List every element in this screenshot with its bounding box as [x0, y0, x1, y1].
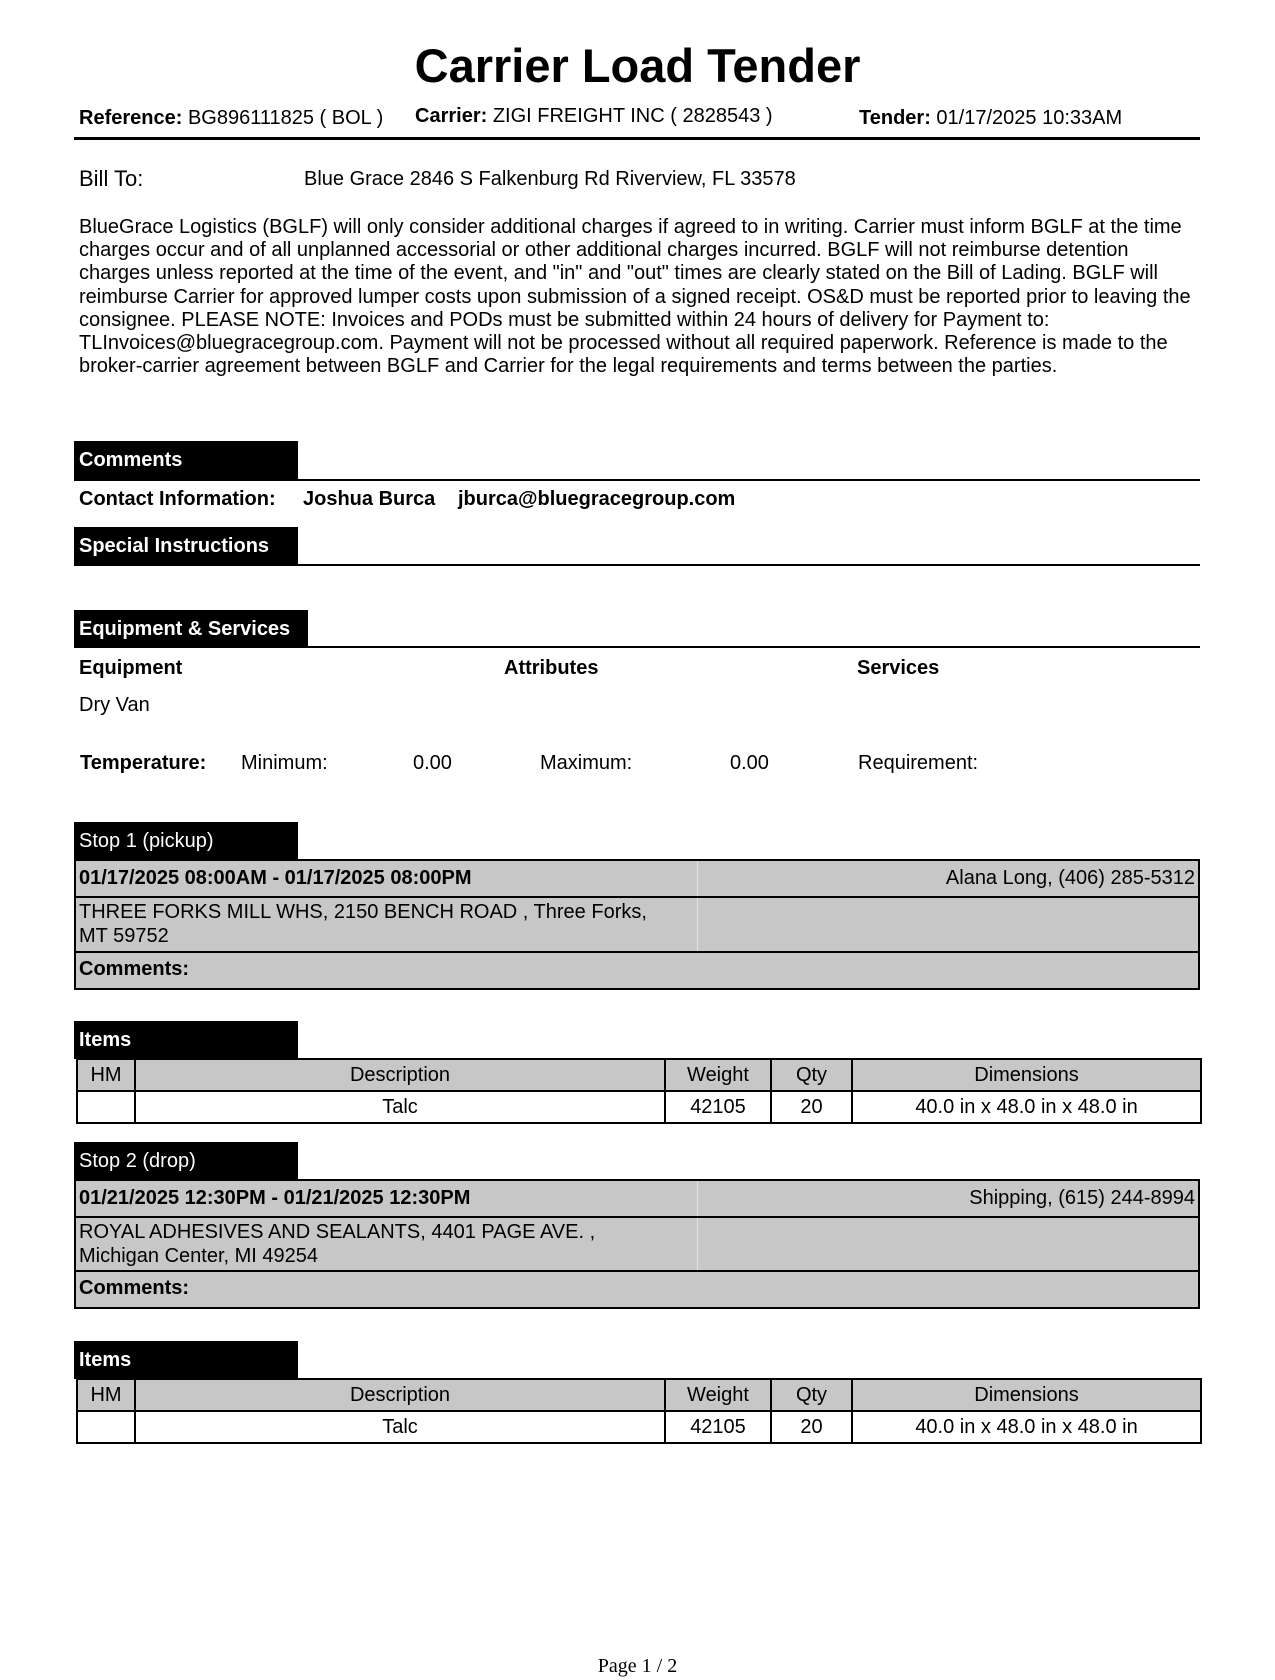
tender-value: 01/17/2025 10:33AM [936, 107, 1123, 129]
weight-column-header: Weight [665, 1379, 771, 1411]
maximum-value: 0.00 [730, 752, 769, 774]
item-dimensions: 40.0 in x 48.0 in x 48.0 in [852, 1411, 1201, 1443]
dimensions-column-header: Dimensions [852, 1379, 1201, 1411]
stop-1-window-row [76, 861, 1198, 898]
stop-2-contact: Shipping, (615) 244-8994 [969, 1187, 1195, 1209]
reference-field [79, 106, 383, 130]
stop-1-items-table [76, 1058, 1202, 1124]
stop-2-items-heading: Items [74, 1341, 298, 1379]
page-number: Page 1 / 2 [597, 1655, 678, 1677]
contact-label: Contact Information: [79, 488, 276, 510]
equipment-column-header: Equipment [79, 657, 183, 679]
reference-value: BG896111825 ( BOL ) [187, 107, 384, 129]
contact-email: jburca@bluegracegroup.com [458, 488, 736, 510]
carrier-field [415, 104, 773, 128]
item-hm [77, 1411, 135, 1443]
qty-column-header: Qty [771, 1059, 852, 1091]
reference-label: Reference: [79, 107, 183, 129]
description-column-header: Description [135, 1379, 665, 1411]
dimensions-column-header: Dimensions [852, 1059, 1201, 1091]
temperature-label: Temperature: [80, 752, 207, 774]
stop-2-window: 01/21/2025 12:30PM - 01/21/2025 12:30PM [79, 1187, 471, 1209]
stop-2-heading: Stop 2 (drop) [74, 1142, 298, 1180]
header-divider [74, 137, 1200, 140]
qty-column-header: Qty [771, 1379, 852, 1411]
stop-2-comments-label: Comments: [79, 1277, 190, 1299]
minimum-label: Minimum: [241, 752, 328, 774]
hm-column-header: HM [77, 1379, 135, 1411]
stop-2-items-table [76, 1378, 1202, 1444]
table-row [77, 1411, 1201, 1443]
page-title: Carrier Load Tender [414, 39, 861, 92]
description-column-header: Description [135, 1059, 665, 1091]
item-description: Talc [135, 1411, 665, 1443]
item-hm [77, 1091, 135, 1123]
bill-to-value: Blue Grace 2846 S Falkenburg Rd Riverview, FL 33578 [304, 168, 796, 190]
attributes-column-header: Attributes [504, 657, 599, 679]
stop-1-address-line-1: THREE FORKS MILL WHS, 2150 BENCH ROAD , Three Forks, [79, 901, 647, 923]
equipment-heading: Equipment & Services [74, 610, 308, 648]
contact-name: Joshua Burca [303, 488, 436, 510]
stop-1-address-line-2: MT 59752 [79, 925, 169, 947]
equipment-value: Dry Van [79, 694, 150, 716]
item-weight: 42105 [665, 1411, 771, 1443]
items-header-row [77, 1379, 1201, 1411]
equipment-divider [74, 646, 1200, 648]
stop-1-address-row [76, 898, 1198, 953]
item-description: Talc [135, 1091, 665, 1123]
bill-to-label: Bill To: [79, 166, 144, 191]
items-header-row [77, 1059, 1201, 1091]
stop-1-comments-label: Comments: [79, 958, 190, 980]
stop-1-comments-row [76, 953, 1198, 988]
stop-1-items-heading: Items [74, 1021, 298, 1059]
table-row [77, 1091, 1201, 1123]
comments-divider [74, 479, 1200, 481]
carrier-label: Carrier: [415, 105, 488, 127]
stop-2-address-row [76, 1218, 1198, 1272]
special-instructions-divider [74, 564, 1200, 566]
stop-2-window-row [76, 1181, 1198, 1218]
item-qty: 20 [771, 1411, 852, 1443]
item-weight: 42105 [665, 1091, 771, 1123]
weight-column-header: Weight [665, 1059, 771, 1091]
tender-field [859, 106, 1122, 130]
stop-1-window: 01/17/2025 08:00AM - 01/17/2025 08:00PM [79, 867, 472, 889]
comments-heading: Comments [74, 441, 298, 479]
item-qty: 20 [771, 1091, 852, 1123]
item-dimensions: 40.0 in x 48.0 in x 48.0 in [852, 1091, 1201, 1123]
hm-column-header: HM [77, 1059, 135, 1091]
stop-1-details [74, 859, 1200, 990]
requirement-label: Requirement: [858, 752, 979, 774]
stop-1-heading: Stop 1 (pickup) [74, 822, 298, 860]
services-column-header: Services [857, 657, 940, 679]
stop-2-details [74, 1179, 1200, 1309]
stop-2-address-line-2: Michigan Center, MI 49254 [79, 1245, 319, 1267]
carrier-value: ZIGI FREIGHT INC ( 2828543 ) [492, 105, 773, 127]
terms-paragraph: BlueGrace Logistics (BGLF) will only consider additional charges if agreed to in writing. Carrier must inform BGLF at the time charges occur and of all unplanned accessorial or other additional charges incurred. BGLF will not reimburse detention charges unless reported at the time of the event, and "in" and "out" times are clearly stated on the Bill of Lading. BGLF will reimburse Carrier for approved lumper costs upon submission of a signed receipt. OS&D must be reported prior to leaving the consignee. PLEASE NOTE: Invoices and PODs must be submitted within 24 hours of delivery for Payment to: TLInvoices@bluegracegroup.com. Payment will not be processed without all required paperwork. Reference is made to the broker-carrier agreement between BGLF and Carrier for the legal requirements and terms between the parties. [79, 216, 1191, 378]
maximum-label: Maximum: [540, 752, 633, 774]
stop-2-comments-row [76, 1272, 1198, 1307]
minimum-value: 0.00 [413, 752, 452, 774]
stop-2-address-line-1: ROYAL ADHESIVES AND SEALANTS, 4401 PAGE AVE. , [79, 1221, 596, 1243]
stop-1-contact: Alana Long, (406) 285-5312 [945, 867, 1195, 889]
special-instructions-heading: Special Instructions [74, 527, 298, 565]
tender-label: Tender: [859, 107, 931, 129]
